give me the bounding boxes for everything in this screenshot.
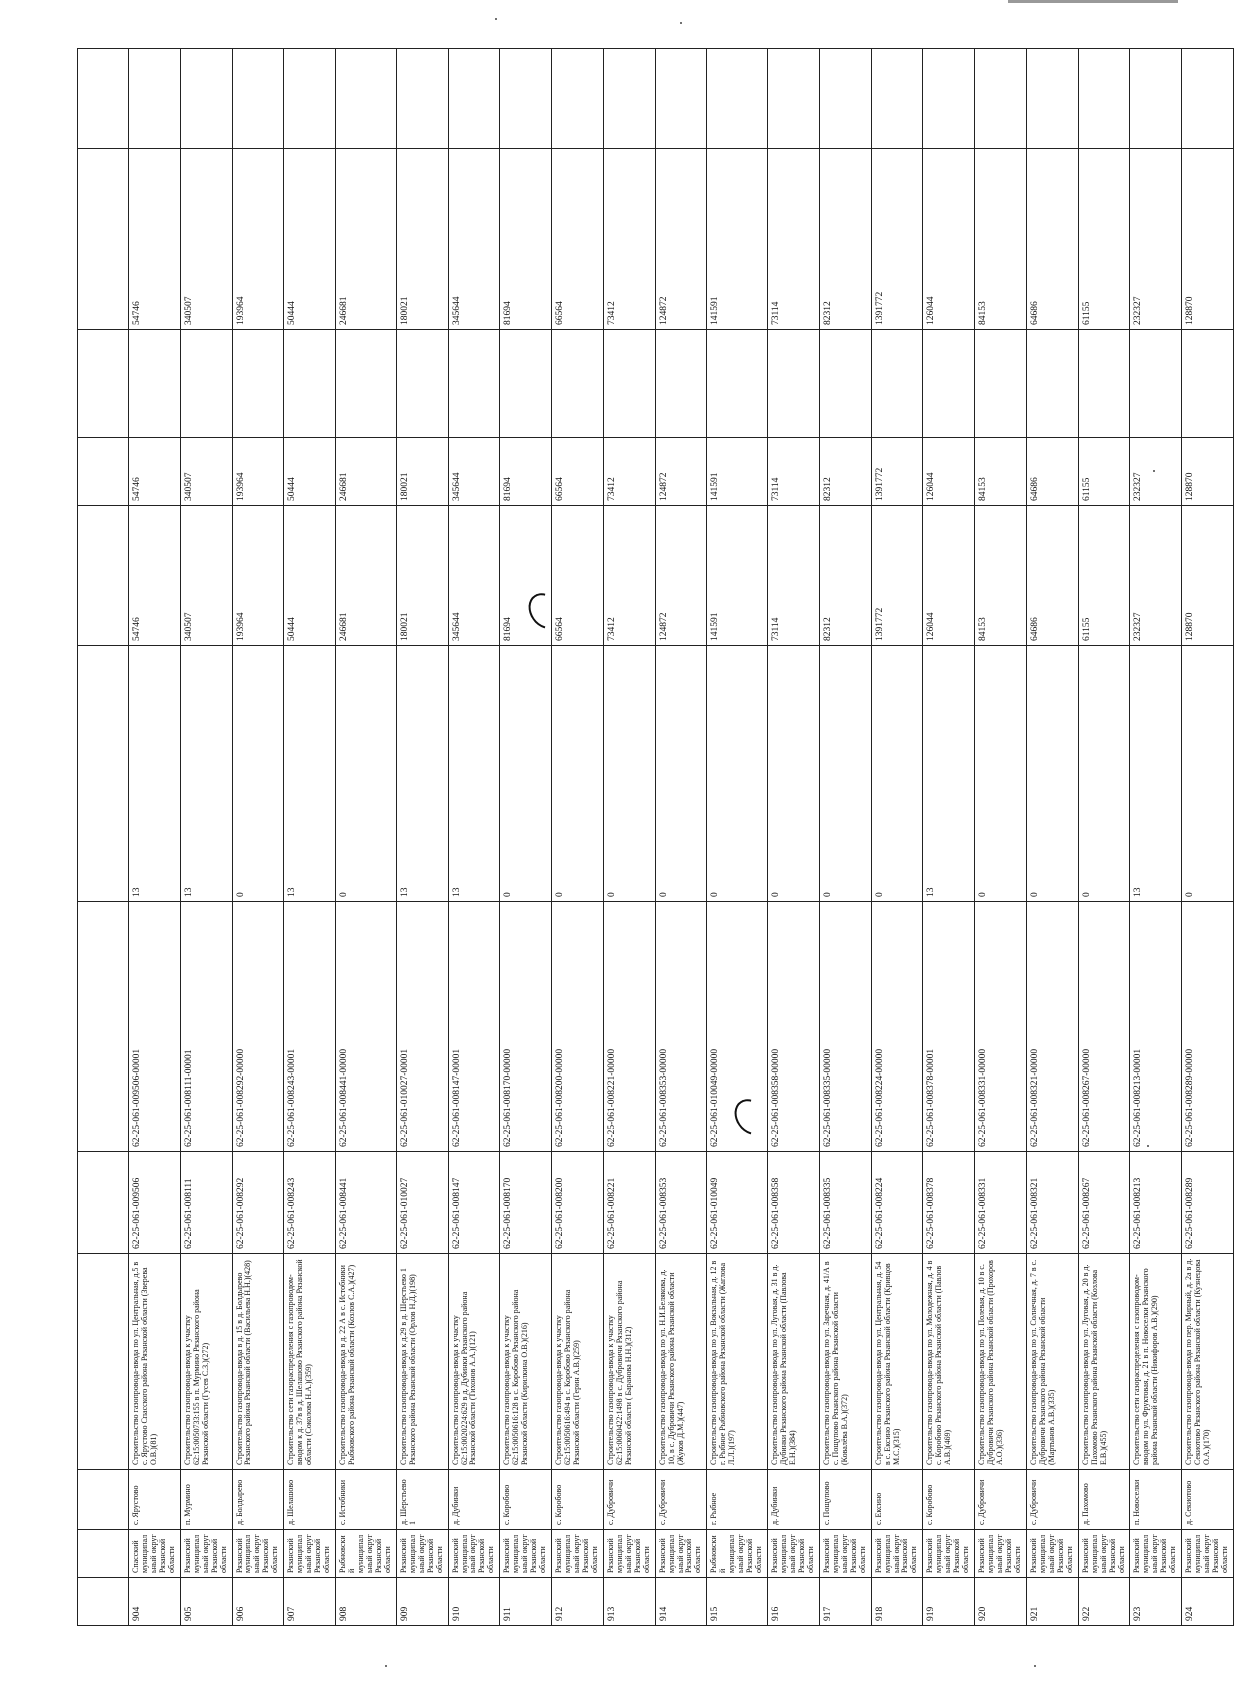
- object-cell: Строительство газопровода-ввода по ул. Вокзальная, д. 12 в г. Рыбное Рыбновского района Рязанской области (Жаглова Л.Л.)(197): [707, 1254, 768, 1470]
- value-cell: [396, 49, 448, 149]
- table-row: [448, 49, 500, 1626]
- number-cell: 62-25-061-008147: [448, 1152, 500, 1254]
- locality-cell: с. Дубровичи: [1026, 1470, 1078, 1530]
- value-cell: [232, 330, 284, 438]
- district-cell: Рязанский муниципальный округ Рязанской области: [1026, 1530, 1078, 1578]
- value-cell: [180, 330, 232, 438]
- scan-speck: [1034, 1665, 1036, 1667]
- table-row: [871, 49, 923, 1626]
- value-cell: 84153: [975, 506, 1027, 646]
- table-row: [707, 49, 768, 1626]
- value-cell: [1026, 49, 1078, 149]
- district-cell: Рязанский муниципальный округ Рязанской области: [603, 1530, 655, 1578]
- number-cell: 62-25-061-008243: [284, 1152, 336, 1254]
- table-row: [284, 49, 336, 1626]
- locality-cell: с. Ексино: [871, 1470, 923, 1530]
- locality-cell: с. Коробово: [552, 1470, 604, 1530]
- value-cell: [284, 49, 336, 149]
- header-cell: [78, 330, 129, 438]
- number-cell: 62-25-061-008267: [1078, 1152, 1130, 1254]
- row-number: 906: [232, 1578, 284, 1626]
- row-number: 913: [603, 1578, 655, 1626]
- value-cell: 84153: [975, 438, 1027, 506]
- object-cell: Строительство газопровода-ввода по пер. Мирный, д. 2а в д. Секиотово Рязанского района Рязанской области (Кузнецова О.А.)(170): [1182, 1254, 1234, 1470]
- value-cell: 61155: [1078, 149, 1130, 330]
- row-number: 922: [1078, 1578, 1130, 1626]
- value-cell: 180021: [396, 149, 448, 330]
- row-number: 915: [707, 1578, 768, 1626]
- scan-speck: [495, 18, 497, 20]
- table-row: [552, 49, 604, 1626]
- value-cell: [707, 49, 768, 149]
- value-cell: 0: [768, 646, 820, 902]
- value-cell: 345644: [448, 149, 500, 330]
- table-row: [603, 49, 655, 1626]
- value-cell: [819, 49, 871, 149]
- district-cell: Рязанский муниципальный округ Рязанской области: [923, 1530, 975, 1578]
- value-cell: 61155: [1078, 438, 1130, 506]
- object-cell: Строительство газопровода-ввода по ул. Луговая, д. 20 в д. Пахомово Рязанского района Рязанской области (Козлова Е.В.)(455): [1078, 1254, 1130, 1470]
- value-cell: [975, 330, 1027, 438]
- value-cell: 126044: [923, 506, 975, 646]
- value-cell: 0: [655, 646, 707, 902]
- object-cell: Строительство газопровода-ввода к д.29 в д. Шерстьево 1 Рязанского района Рязанской области (Орлов Н.Д.)(198): [396, 1254, 448, 1470]
- value-cell: 180021: [396, 506, 448, 646]
- value-cell: 61155: [1078, 506, 1130, 646]
- district-cell: Рязанский муниципальный округ Рязанской области: [284, 1530, 336, 1578]
- value-cell: 141591: [707, 506, 768, 646]
- table-row: [923, 49, 975, 1626]
- header-cell: [78, 49, 129, 149]
- value-cell: 13: [448, 646, 500, 902]
- value-cell: [923, 49, 975, 149]
- value-cell: 0: [975, 646, 1027, 902]
- row-number: 908: [336, 1578, 397, 1626]
- value-cell: 1391772: [871, 149, 923, 330]
- code-cell: 62-25-061-008147-00001: [448, 902, 500, 1152]
- district-cell: Рязанский муниципальный округ Рязанской области: [975, 1530, 1027, 1578]
- number-cell: 62-25-061-008213: [1130, 1152, 1182, 1254]
- number-cell: 62-25-061-008335: [819, 1152, 871, 1254]
- value-cell: 0: [1026, 646, 1078, 902]
- code-cell: 62-25-061-008243-00001: [284, 902, 336, 1152]
- value-cell: 0: [603, 646, 655, 902]
- value-cell: 50444: [284, 506, 336, 646]
- value-cell: 13: [284, 646, 336, 902]
- value-cell: [655, 49, 707, 149]
- number-cell: 62-25-061-008289: [1182, 1152, 1234, 1254]
- value-cell: [1182, 49, 1234, 149]
- code-cell: 62-25-061-008358-00000: [768, 902, 820, 1152]
- district-cell: Рязанский муниципальный округ Рязанской области: [500, 1530, 552, 1578]
- code-cell: 62-25-061-008441-00000: [336, 902, 397, 1152]
- table-row: [500, 49, 552, 1626]
- locality-cell: д. Пахомово: [1078, 1470, 1130, 1530]
- district-cell: Рыбновский муниципальный округ Рязанской области: [336, 1530, 397, 1578]
- value-cell: [336, 330, 397, 438]
- value-cell: 345644: [448, 438, 500, 506]
- value-cell: 345644: [448, 506, 500, 646]
- object-cell: Строительство газопровода-ввода в д. 22 А в с. Истобники Рыбновского района Рязанской области (Козлов С.А.)(427): [336, 1254, 397, 1470]
- header-cell: [78, 1254, 129, 1470]
- value-cell: 141591: [707, 149, 768, 330]
- value-cell: 0: [707, 646, 768, 902]
- locality-cell: с. Коробово: [500, 1470, 552, 1530]
- header-cell: [78, 1530, 129, 1578]
- number-cell: 62-25-061-008358: [768, 1152, 820, 1254]
- code-cell: 62-25-061-009506-00001: [129, 902, 181, 1152]
- value-cell: 193964: [232, 438, 284, 506]
- object-cell: Строительство газопровода-ввода по ул. Центральная, д. 54 в с. Ексино Рязанского района Рязанской области (Кривцов М.С.)(315): [871, 1254, 923, 1470]
- locality-cell: с. Дубровичи: [655, 1470, 707, 1530]
- district-cell: Рязанский муниципальный округ Рязанской области: [871, 1530, 923, 1578]
- value-cell: 13: [180, 646, 232, 902]
- value-cell: [284, 330, 336, 438]
- table-row: [768, 49, 820, 1626]
- value-cell: 73114: [768, 438, 820, 506]
- value-cell: [552, 330, 604, 438]
- code-cell: 62-25-061-008200-00000: [552, 902, 604, 1152]
- row-number: 920: [975, 1578, 1027, 1626]
- value-cell: 54746: [129, 149, 181, 330]
- table-row: [336, 49, 397, 1626]
- header-cell: [78, 1470, 129, 1530]
- value-cell: 54746: [129, 506, 181, 646]
- value-cell: 1391772: [871, 438, 923, 506]
- locality-cell: с. Ярустово: [129, 1470, 181, 1530]
- table-row: [819, 49, 871, 1626]
- value-cell: 81694: [500, 149, 552, 330]
- value-cell: 84153: [975, 149, 1027, 330]
- district-cell: Рязанский муниципальный округ Рязанской области: [552, 1530, 604, 1578]
- data-table: [77, 48, 1234, 1626]
- value-cell: 50444: [284, 438, 336, 506]
- value-cell: [500, 330, 552, 438]
- value-cell: 81694: [500, 438, 552, 506]
- value-cell: 0: [336, 646, 397, 902]
- row-number: 914: [655, 1578, 707, 1626]
- number-cell: 62-25-061-010049: [707, 1152, 768, 1254]
- header-cell: [78, 1578, 129, 1626]
- value-cell: 193964: [232, 506, 284, 646]
- value-cell: 0: [1078, 646, 1130, 902]
- district-cell: Рыбновский муниципальный округ Рязанской области: [707, 1530, 768, 1578]
- object-cell: Строительство газопровода-ввода в д. 15 в д. Болдырево Рязанского района Рязанской области (Васильева Н.Н.)(428): [232, 1254, 284, 1470]
- table-row: [232, 49, 284, 1626]
- value-cell: 82312: [819, 438, 871, 506]
- value-cell: 13: [396, 646, 448, 902]
- number-cell: 62-25-061-008224: [871, 1152, 923, 1254]
- district-cell: Рязанский муниципальный округ Рязанской области: [1130, 1530, 1182, 1578]
- table-row: [1078, 49, 1130, 1626]
- locality-cell: с. Истобники: [336, 1470, 397, 1530]
- code-cell: 62-25-061-008335-00000: [819, 902, 871, 1152]
- value-cell: 0: [232, 646, 284, 902]
- value-cell: [1078, 49, 1130, 149]
- code-cell: 62-25-061-008321-00000: [1026, 902, 1078, 1152]
- row-number: 905: [180, 1578, 232, 1626]
- table-header-row: [78, 49, 129, 1626]
- value-cell: 128870: [1182, 149, 1234, 330]
- value-cell: 141591: [707, 438, 768, 506]
- district-cell: Рязанский муниципальный округ Рязанской области: [1078, 1530, 1130, 1578]
- number-cell: 62-25-061-008170: [500, 1152, 552, 1254]
- locality-cell: д. Секиотово: [1182, 1470, 1234, 1530]
- locality-cell: д. Дубинки: [448, 1470, 500, 1530]
- locality-cell: г. Рыбное: [707, 1470, 768, 1530]
- object-cell: Строительство газопровода-ввода по ул. Н.И.Белякова, д. 10, в с. Дубровичи Рязанского района Рязанской области (Жуков Д.М.)(447): [655, 1254, 707, 1470]
- value-cell: 180021: [396, 438, 448, 506]
- value-cell: 64686: [1026, 506, 1078, 646]
- value-cell: 128870: [1182, 438, 1234, 506]
- value-cell: [336, 49, 397, 149]
- table-row: [1130, 49, 1182, 1626]
- row-number: 904: [129, 1578, 181, 1626]
- header-cell: [78, 1152, 129, 1254]
- code-cell: 62-25-061-008289-00000: [1182, 902, 1234, 1152]
- value-cell: [1182, 330, 1234, 438]
- object-cell: Строительство газопровода-ввода к участку 62:15:0020224:629 в д. Дубинки Рязанского района Рязанской области (Тихонов А.А.)(121): [448, 1254, 500, 1470]
- value-cell: 13: [923, 646, 975, 902]
- value-cell: [1130, 49, 1182, 149]
- number-cell: 62-25-061-008111: [180, 1152, 232, 1254]
- district-cell: Спасский муниципальный округ Рязанской области: [129, 1530, 181, 1578]
- value-cell: 0: [871, 646, 923, 902]
- locality-cell: с. Пощупово: [819, 1470, 871, 1530]
- object-cell: Строительство газопровода-ввода к участку 62:15:0050733:155 в п. Мурмино Рязанского района Рязанской области (Гусев С.З.)(272): [180, 1254, 232, 1470]
- locality-cell: д. Дубинки: [768, 1470, 820, 1530]
- value-cell: 0: [819, 646, 871, 902]
- district-cell: Рязанский муниципальный округ Рязанской области: [232, 1530, 284, 1578]
- number-cell: 62-25-061-008331: [975, 1152, 1027, 1254]
- value-cell: 82312: [819, 506, 871, 646]
- value-cell: [396, 330, 448, 438]
- table-row: [975, 49, 1027, 1626]
- value-cell: 246681: [336, 149, 397, 330]
- value-cell: 193964: [232, 149, 284, 330]
- value-cell: 81694: [500, 506, 552, 646]
- value-cell: [768, 330, 820, 438]
- code-cell: 62-25-061-008353-00000: [655, 902, 707, 1152]
- value-cell: [975, 49, 1027, 149]
- row-number: 907: [284, 1578, 336, 1626]
- row-number: 916: [768, 1578, 820, 1626]
- scan-speck: [385, 1665, 387, 1667]
- value-cell: [603, 330, 655, 438]
- row-number: 912: [552, 1578, 604, 1626]
- table-row: [1182, 49, 1234, 1626]
- object-cell: Строительство газопровода-ввода по ул. Молодежная, д. 4 в с. Коробово Рязанского района Рязанской области (Павлов А.В.)(469): [923, 1254, 975, 1470]
- value-cell: [1026, 330, 1078, 438]
- district-cell: Рязанский муниципальный округ Рязанской области: [1182, 1530, 1234, 1578]
- header-cell: [78, 646, 129, 902]
- object-cell: Строительство газопровода-ввода по ул. Солнечная, д. 7 в с. Дубровичи Рязанского района Рязанской области (Мартынов А.В.)(335): [1026, 1254, 1078, 1470]
- code-cell: 62-25-061-010027-00001: [396, 902, 448, 1152]
- value-cell: [1130, 330, 1182, 438]
- rotated-table-wrapper: [77, 49, 1230, 1626]
- value-cell: 232327: [1130, 149, 1182, 330]
- object-cell: Строительство сети газораспределения с газопроводом-вводом по ул. Фруктовая, д. 21 в п. Новоселки Рязанского района Рязанской области (Никифоров А.В.)(290): [1130, 1254, 1182, 1470]
- number-cell: 62-25-061-008353: [655, 1152, 707, 1254]
- row-number: 911: [500, 1578, 552, 1626]
- row-number: 910: [448, 1578, 500, 1626]
- value-cell: [655, 330, 707, 438]
- number-cell: 62-25-061-009506: [129, 1152, 181, 1254]
- number-cell: 62-25-061-008221: [603, 1152, 655, 1254]
- value-cell: 232327: [1130, 506, 1182, 646]
- value-cell: 73412: [603, 438, 655, 506]
- value-cell: 50444: [284, 149, 336, 330]
- value-cell: 232327: [1130, 438, 1182, 506]
- row-number: 909: [396, 1578, 448, 1626]
- value-cell: 124872: [655, 438, 707, 506]
- header-cell: [78, 902, 129, 1152]
- value-cell: [129, 330, 181, 438]
- value-cell: [448, 49, 500, 149]
- value-cell: 1391772: [871, 506, 923, 646]
- code-cell: 62-25-061-008378-00001: [923, 902, 975, 1152]
- value-cell: 128870: [1182, 506, 1234, 646]
- locality-cell: п. Мурмино: [180, 1470, 232, 1530]
- value-cell: 82312: [819, 149, 871, 330]
- value-cell: [1078, 330, 1130, 438]
- district-cell: Рязанский муниципальный округ Рязанской области: [396, 1530, 448, 1578]
- value-cell: 66564: [552, 438, 604, 506]
- value-cell: 246681: [336, 438, 397, 506]
- table-row: [655, 49, 707, 1626]
- number-cell: 62-25-061-008441: [336, 1152, 397, 1254]
- value-cell: 64686: [1026, 438, 1078, 506]
- value-cell: 73412: [603, 149, 655, 330]
- scan-speck: [680, 22, 682, 24]
- header-cell: [78, 506, 129, 646]
- district-cell: Рязанский муниципальный округ Рязанской области: [655, 1530, 707, 1578]
- value-cell: [180, 49, 232, 149]
- value-cell: 0: [552, 646, 604, 902]
- value-cell: 124872: [655, 149, 707, 330]
- number-cell: 62-25-061-008200: [552, 1152, 604, 1254]
- object-cell: Строительство газопровода-ввода по ул. Заречная, д. 41/А в с. Пощупово Рязанского района Рязанской области (Ковалёва В.А.)(372): [819, 1254, 871, 1470]
- value-cell: [768, 49, 820, 149]
- header-cell: [78, 149, 129, 330]
- number-cell: 62-25-061-008378: [923, 1152, 975, 1254]
- value-cell: [871, 330, 923, 438]
- value-cell: [552, 49, 604, 149]
- code-cell: 62-25-061-008224-00000: [871, 902, 923, 1152]
- code-cell: 62-25-061-008111-00001: [180, 902, 232, 1152]
- number-cell: 62-25-061-008321: [1026, 1152, 1078, 1254]
- value-cell: 126044: [923, 438, 975, 506]
- code-cell: 62-25-061-008221-00000: [603, 902, 655, 1152]
- value-cell: [707, 330, 768, 438]
- row-number: 924: [1182, 1578, 1234, 1626]
- value-cell: 0: [500, 646, 552, 902]
- object-cell: Строительство газопровода-ввода к участку 62:15:0060422:1498 в с. Дубровичи Рязанского района Рязанской области ( Баранова Н.Н.)(312): [603, 1254, 655, 1470]
- value-cell: 64686: [1026, 149, 1078, 330]
- value-cell: [500, 49, 552, 149]
- district-cell: Рязанский муниципальный округ Рязанской области: [768, 1530, 820, 1578]
- row-number: 919: [923, 1578, 975, 1626]
- object-cell: Строительство газопровода-ввода по ул. Полевая, д. 10 в с. Дубровичи Рязанского района Рязанской области (Прохоров А.О.)(336): [975, 1254, 1027, 1470]
- table-row: [129, 49, 181, 1626]
- row-number: 918: [871, 1578, 923, 1626]
- value-cell: [603, 49, 655, 149]
- value-cell: [871, 49, 923, 149]
- code-cell: 62-25-061-008170-00000: [500, 902, 552, 1152]
- value-cell: 340507: [180, 149, 232, 330]
- value-cell: 246681: [336, 506, 397, 646]
- locality-cell: д. Болдырево: [232, 1470, 284, 1530]
- value-cell: 13: [1130, 646, 1182, 902]
- value-cell: 73412: [603, 506, 655, 646]
- value-cell: 66564: [552, 506, 604, 646]
- value-cell: [448, 330, 500, 438]
- value-cell: 126044: [923, 149, 975, 330]
- locality-cell: с. Коробово: [923, 1470, 975, 1530]
- object-cell: Строительство газопровода-ввода к участку 62:15:0050616:494 в с. Коробово Рязанского района Рязанской области (Герин А.В.)(259): [552, 1254, 604, 1470]
- top-edge-mark: [1008, 0, 1178, 3]
- value-cell: [923, 330, 975, 438]
- number-cell: 62-25-061-008292: [232, 1152, 284, 1254]
- value-cell: 54746: [129, 438, 181, 506]
- value-cell: 13: [129, 646, 181, 902]
- district-cell: Рязанский муниципальный округ Рязанской области: [180, 1530, 232, 1578]
- value-cell: 0: [1182, 646, 1234, 902]
- value-cell: 66564: [552, 149, 604, 330]
- value-cell: [129, 49, 181, 149]
- locality-cell: с. Дубровичи: [603, 1470, 655, 1530]
- value-cell: [232, 49, 284, 149]
- code-cell: 62-25-061-008331-00000: [975, 902, 1027, 1152]
- district-cell: Рязанский муниципальный округ Рязанской области: [448, 1530, 500, 1578]
- row-number: 917: [819, 1578, 871, 1626]
- number-cell: 62-25-061-010027: [396, 1152, 448, 1254]
- code-cell: 62-25-061-008213-00001: [1130, 902, 1182, 1152]
- locality-cell: п. Новоселки: [1130, 1470, 1182, 1530]
- code-cell: 62-25-061-010049-00000: [707, 902, 768, 1152]
- header-cell: [78, 438, 129, 506]
- table-row: [396, 49, 448, 1626]
- object-cell: Строительство газопровода-ввода по ул. Луговая, д. 31 в д. Дубинки Рязанского района Рязанской области (Павлова Е.Н.)(384): [768, 1254, 820, 1470]
- locality-cell: с. Дубровичи: [975, 1470, 1027, 1530]
- value-cell: 124872: [655, 506, 707, 646]
- row-number: 921: [1026, 1578, 1078, 1626]
- object-cell: Строительство газопровода-ввода к участку 62:15:0050616:128 в с. Коробово Рязанского района Рязанской области (Кирилкина О.В.)(216): [500, 1254, 552, 1470]
- table-row: [1026, 49, 1078, 1626]
- locality-cell: д. Шелашово: [284, 1470, 336, 1530]
- object-cell: Строительство газопровода-ввода по ул. Центральная, д.5 в с. Ярустово Спасского района Рязанской области (Зверева О.В.)(81): [129, 1254, 181, 1470]
- code-cell: 62-25-061-008267-00000: [1078, 902, 1130, 1152]
- code-cell: 62-25-061-008292-00000: [232, 902, 284, 1152]
- table-row: [180, 49, 232, 1626]
- locality-cell: д. Шерстьево 1: [396, 1470, 448, 1530]
- value-cell: [819, 330, 871, 438]
- value-cell: 340507: [180, 438, 232, 506]
- object-cell: Строительство сети газораспределения с газопроводом-вводом к д. 37в в д. Шелашово Рязанского района Рязанской области (Соколова Н.А.)(359): [284, 1254, 336, 1470]
- value-cell: 73114: [768, 149, 820, 330]
- row-number: 923: [1130, 1578, 1182, 1626]
- value-cell: 340507: [180, 506, 232, 646]
- value-cell: 73114: [768, 506, 820, 646]
- district-cell: Рязанский муниципальный округ Рязанской области: [819, 1530, 871, 1578]
